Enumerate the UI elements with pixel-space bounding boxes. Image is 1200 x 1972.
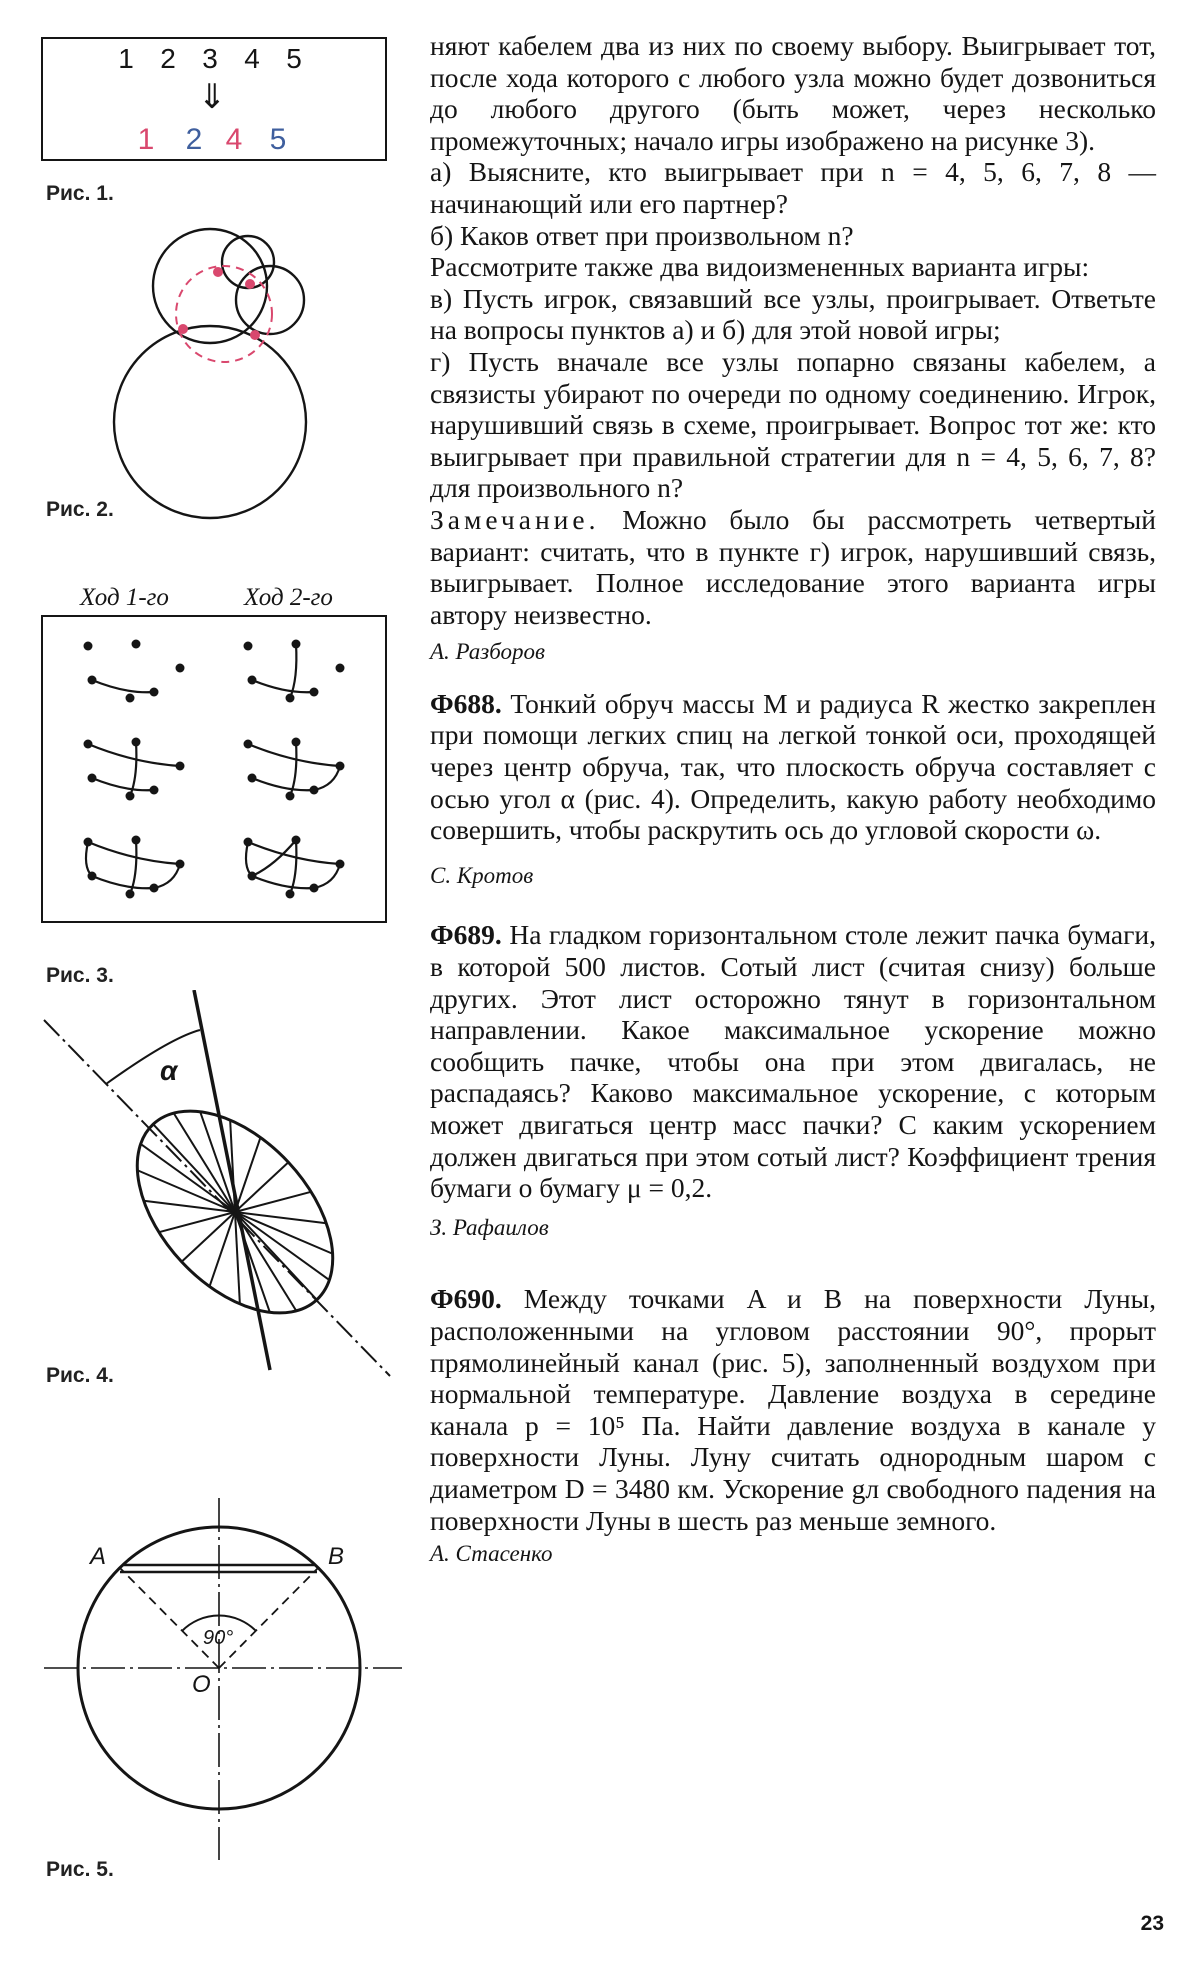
fig3-move-cell xyxy=(244,738,345,801)
fig3-node xyxy=(132,640,141,649)
fig3-cable xyxy=(290,644,296,698)
fig3-node xyxy=(286,890,295,899)
fig3-node xyxy=(176,860,185,869)
problem-body: Тонкий обруч массы M и радиуса R жестко закреплен при помощи легких спиц на легкой тонкой оси, проходящей через центр обруча, так, что плоскость обруча составляет с осью угол α (рис. 4). Определить, какую работу необходимо совершить, чтобы раскрутить ось до угловой скорости ω. xyxy=(430,687,1156,846)
fig4-spoke xyxy=(157,1113,251,1212)
fig3-node xyxy=(248,872,257,881)
intro-paragraph: няют кабелем два из них по своему выбору. Выигрывает тот, после хода которого с любого узла можно будет дозвониться до любого другого (быть может, через несколько промежуточных; начало игры изображено на рисунке 3). xyxy=(430,30,1156,156)
fig5-angle-label: 90° xyxy=(203,1627,234,1649)
fig3-node xyxy=(336,860,345,869)
problem-f688 xyxy=(430,688,1156,846)
fig3-cable xyxy=(86,842,92,876)
figure-1 xyxy=(40,36,390,166)
fig4-angle-arc xyxy=(106,1030,200,1084)
intro-question-v: в) Пусть игрок, связавший все узлы, проигрывает. Ответьте на вопросы пунктов а) и б) для этой новой игры; xyxy=(430,282,1156,346)
fig3-node xyxy=(176,762,185,771)
fig3-node xyxy=(126,890,135,899)
fig3-node xyxy=(126,792,135,801)
fig3-move-cell xyxy=(84,738,185,801)
fig1-top-digit: 1 xyxy=(118,43,134,74)
fig3-node xyxy=(310,688,319,697)
fig1-top-digit: 3 xyxy=(202,43,218,74)
fig4-spokes xyxy=(100,1074,370,1349)
intro-question-a: а) Выясните, кто выигрывает при n = 4, 5, 6, 7, 8 — начинающий или его партнер? xyxy=(430,156,1156,219)
fig3-cable xyxy=(88,842,180,864)
fig1-top-digit: 4 xyxy=(244,43,260,74)
note-label: Замечание. xyxy=(430,503,600,535)
fig3-node xyxy=(150,786,159,795)
fig3-cable xyxy=(252,876,314,888)
intro-question-g: г) Пусть вначале все узлы попарно связаны кабелем, а связисты убирают по очереди по одному соединению. Игрок, нарушивший связь в схеме, проигрывает. Вопрос тот же: кто выигрывает при правильной стратегии для n = 4, 5, 6, 7, 8? для произвольного n? xyxy=(430,345,1156,504)
fig3-node xyxy=(292,738,301,747)
fig3-left-header: Ход 1-го xyxy=(80,584,169,611)
fig3-move-cell xyxy=(244,836,345,899)
fig1-top-digit: 5 xyxy=(286,43,302,74)
problem-body: Между точками A и B на поверхности Луны, расположенными на угловом расстоянии 90°, прорыт прямолинейный канал (рис. 5), заполненный воздухом при нормальной температуре. Давление воздуха в середине канала p = 10⁵ Па. Найти давление воздуха в канале у поверхности Луны. Луну считать однородным шаром с диаметром D = 3480 км. Ускорение gл свободного падения на поверхности Луны в шесть раз меньше земного. xyxy=(430,1283,1156,1536)
fig3-node xyxy=(244,740,253,749)
fig3-node xyxy=(176,664,185,673)
fig3-move-cell xyxy=(244,640,345,703)
fig3-node xyxy=(248,676,257,685)
fig3-node xyxy=(132,836,141,845)
fig3-node xyxy=(84,740,93,749)
signature-razborov: А. Разборов xyxy=(430,639,545,665)
fig3-cable xyxy=(290,840,296,894)
fig3-node xyxy=(248,774,257,783)
fig3-cable xyxy=(252,778,314,790)
fig1-bottom-digit-pink: 4 xyxy=(225,123,243,156)
fig3-cable xyxy=(252,680,314,692)
fig3-node xyxy=(310,884,319,893)
fig2-contact-point xyxy=(245,279,255,289)
fig4-angle-label: α xyxy=(160,1055,178,1086)
fig3-node xyxy=(84,642,93,651)
fig3-cable xyxy=(246,842,252,876)
fig3-move-cell xyxy=(84,836,185,899)
fig5-label-a: A xyxy=(90,1543,107,1570)
text-column xyxy=(430,30,1156,1570)
note-text: Можно было бы рассмотреть четвертый вариант: считать, что в пункте г) игрок, нарушивший связь, выигрывает. Полное исследование этого варианта игры автору неизвестно. xyxy=(430,503,1156,630)
signature-krotov: С. Кротов xyxy=(430,862,534,888)
fig3-node xyxy=(88,774,97,783)
problem-body: На гладком горизонтальном столе лежит пачка бумаги, в которой 500 листов. Сотый лист (считая снизу) больше других. Этот лист осторожно тянут в горизонтальном направлении. Какое максимальное ускорение можно сообщить пачке, чтобы она при этом двигалась, не распадаясь? Каково максимальное ускорение, с которым может двигаться центр масс пачки? С каким ускорением должен двигаться при этом сотый лист? Коэффициент трения бумаги о бумагу μ = 0,2. xyxy=(430,919,1156,1204)
fig5-label-b: B xyxy=(328,1543,345,1570)
fig1-bottom-digit-blue: 5 xyxy=(269,123,287,156)
signature-stasenko: А. Стасенко xyxy=(430,1541,553,1567)
intro-question-b: б) Каков ответ при произвольном n? xyxy=(430,219,854,251)
fig3-node xyxy=(336,762,345,771)
intro-variants: Рассмотрите также два видоизмененных варианта игры: xyxy=(430,251,1090,283)
fig3-move-cell xyxy=(84,640,185,703)
figure-2-caption: Рис. 2. xyxy=(46,498,114,521)
fig3-node xyxy=(126,694,135,703)
fig3-node xyxy=(88,872,97,881)
fig1-top-digit: 2 xyxy=(160,43,176,74)
problem-f690 xyxy=(430,1283,1156,1536)
fig3-cable xyxy=(130,742,136,796)
fig3-node xyxy=(286,792,295,801)
fig1-bottom-digit-blue: 2 xyxy=(185,123,203,156)
problem-f689 xyxy=(430,919,1156,1203)
fig3-node xyxy=(132,738,141,747)
page-number: 23 xyxy=(1140,1912,1164,1935)
fig3-cable xyxy=(314,864,340,888)
fig3-node xyxy=(292,640,301,649)
figure-3-caption: Рис. 3. xyxy=(46,964,114,987)
fig3-node xyxy=(336,664,345,673)
fig3-cable xyxy=(290,742,296,796)
fig1-bottom-digit-pink: 1 xyxy=(137,123,155,156)
problem-id: Ф688. xyxy=(430,687,502,719)
fig3-node xyxy=(150,688,159,697)
fig3-cable xyxy=(92,680,154,692)
fig3-node xyxy=(150,884,159,893)
fig3-node xyxy=(84,838,93,847)
fig3-cable xyxy=(154,864,180,888)
figure-2 xyxy=(100,222,320,522)
fig3-right-header: Ход 2-го xyxy=(244,584,333,611)
fig3-cable xyxy=(314,766,340,790)
fig3-node xyxy=(244,838,253,847)
fig2-contact-point xyxy=(213,267,223,277)
fig3-cable xyxy=(130,840,136,894)
signature-rafailov: З. Рафаилов xyxy=(430,1214,549,1240)
figure-4-caption: Рис. 4. xyxy=(46,1364,114,1387)
fig3-cable xyxy=(92,778,154,790)
problem-id: Ф689. xyxy=(430,919,502,951)
fig2-large-circle xyxy=(114,326,306,518)
fig3-node xyxy=(292,836,301,845)
fig3-cable xyxy=(248,744,340,766)
fig4-spoke xyxy=(218,1212,312,1311)
fig2-contact-point xyxy=(250,330,260,340)
intro-note xyxy=(430,504,1156,630)
figure-3 xyxy=(40,614,390,926)
fig2-contact-point xyxy=(178,324,188,334)
fig3-node xyxy=(310,786,319,795)
fig5-label-o: O xyxy=(192,1671,211,1698)
fig3-node xyxy=(88,676,97,685)
fig3-cable xyxy=(248,842,340,864)
fig3-cable xyxy=(88,744,180,766)
fig3-cable xyxy=(92,876,154,888)
fig1-arrow: ⇓ xyxy=(197,78,227,116)
figure-4 xyxy=(30,990,410,1380)
figure-5-caption: Рис. 5. xyxy=(46,1858,114,1881)
problem-id: Ф690. xyxy=(430,1283,502,1315)
figure-1-caption: Рис. 1. xyxy=(46,182,114,205)
fig3-node xyxy=(244,642,253,651)
fig2-dashed-circle xyxy=(176,266,272,362)
fig3-node xyxy=(286,694,295,703)
figure-5 xyxy=(38,1494,408,1870)
